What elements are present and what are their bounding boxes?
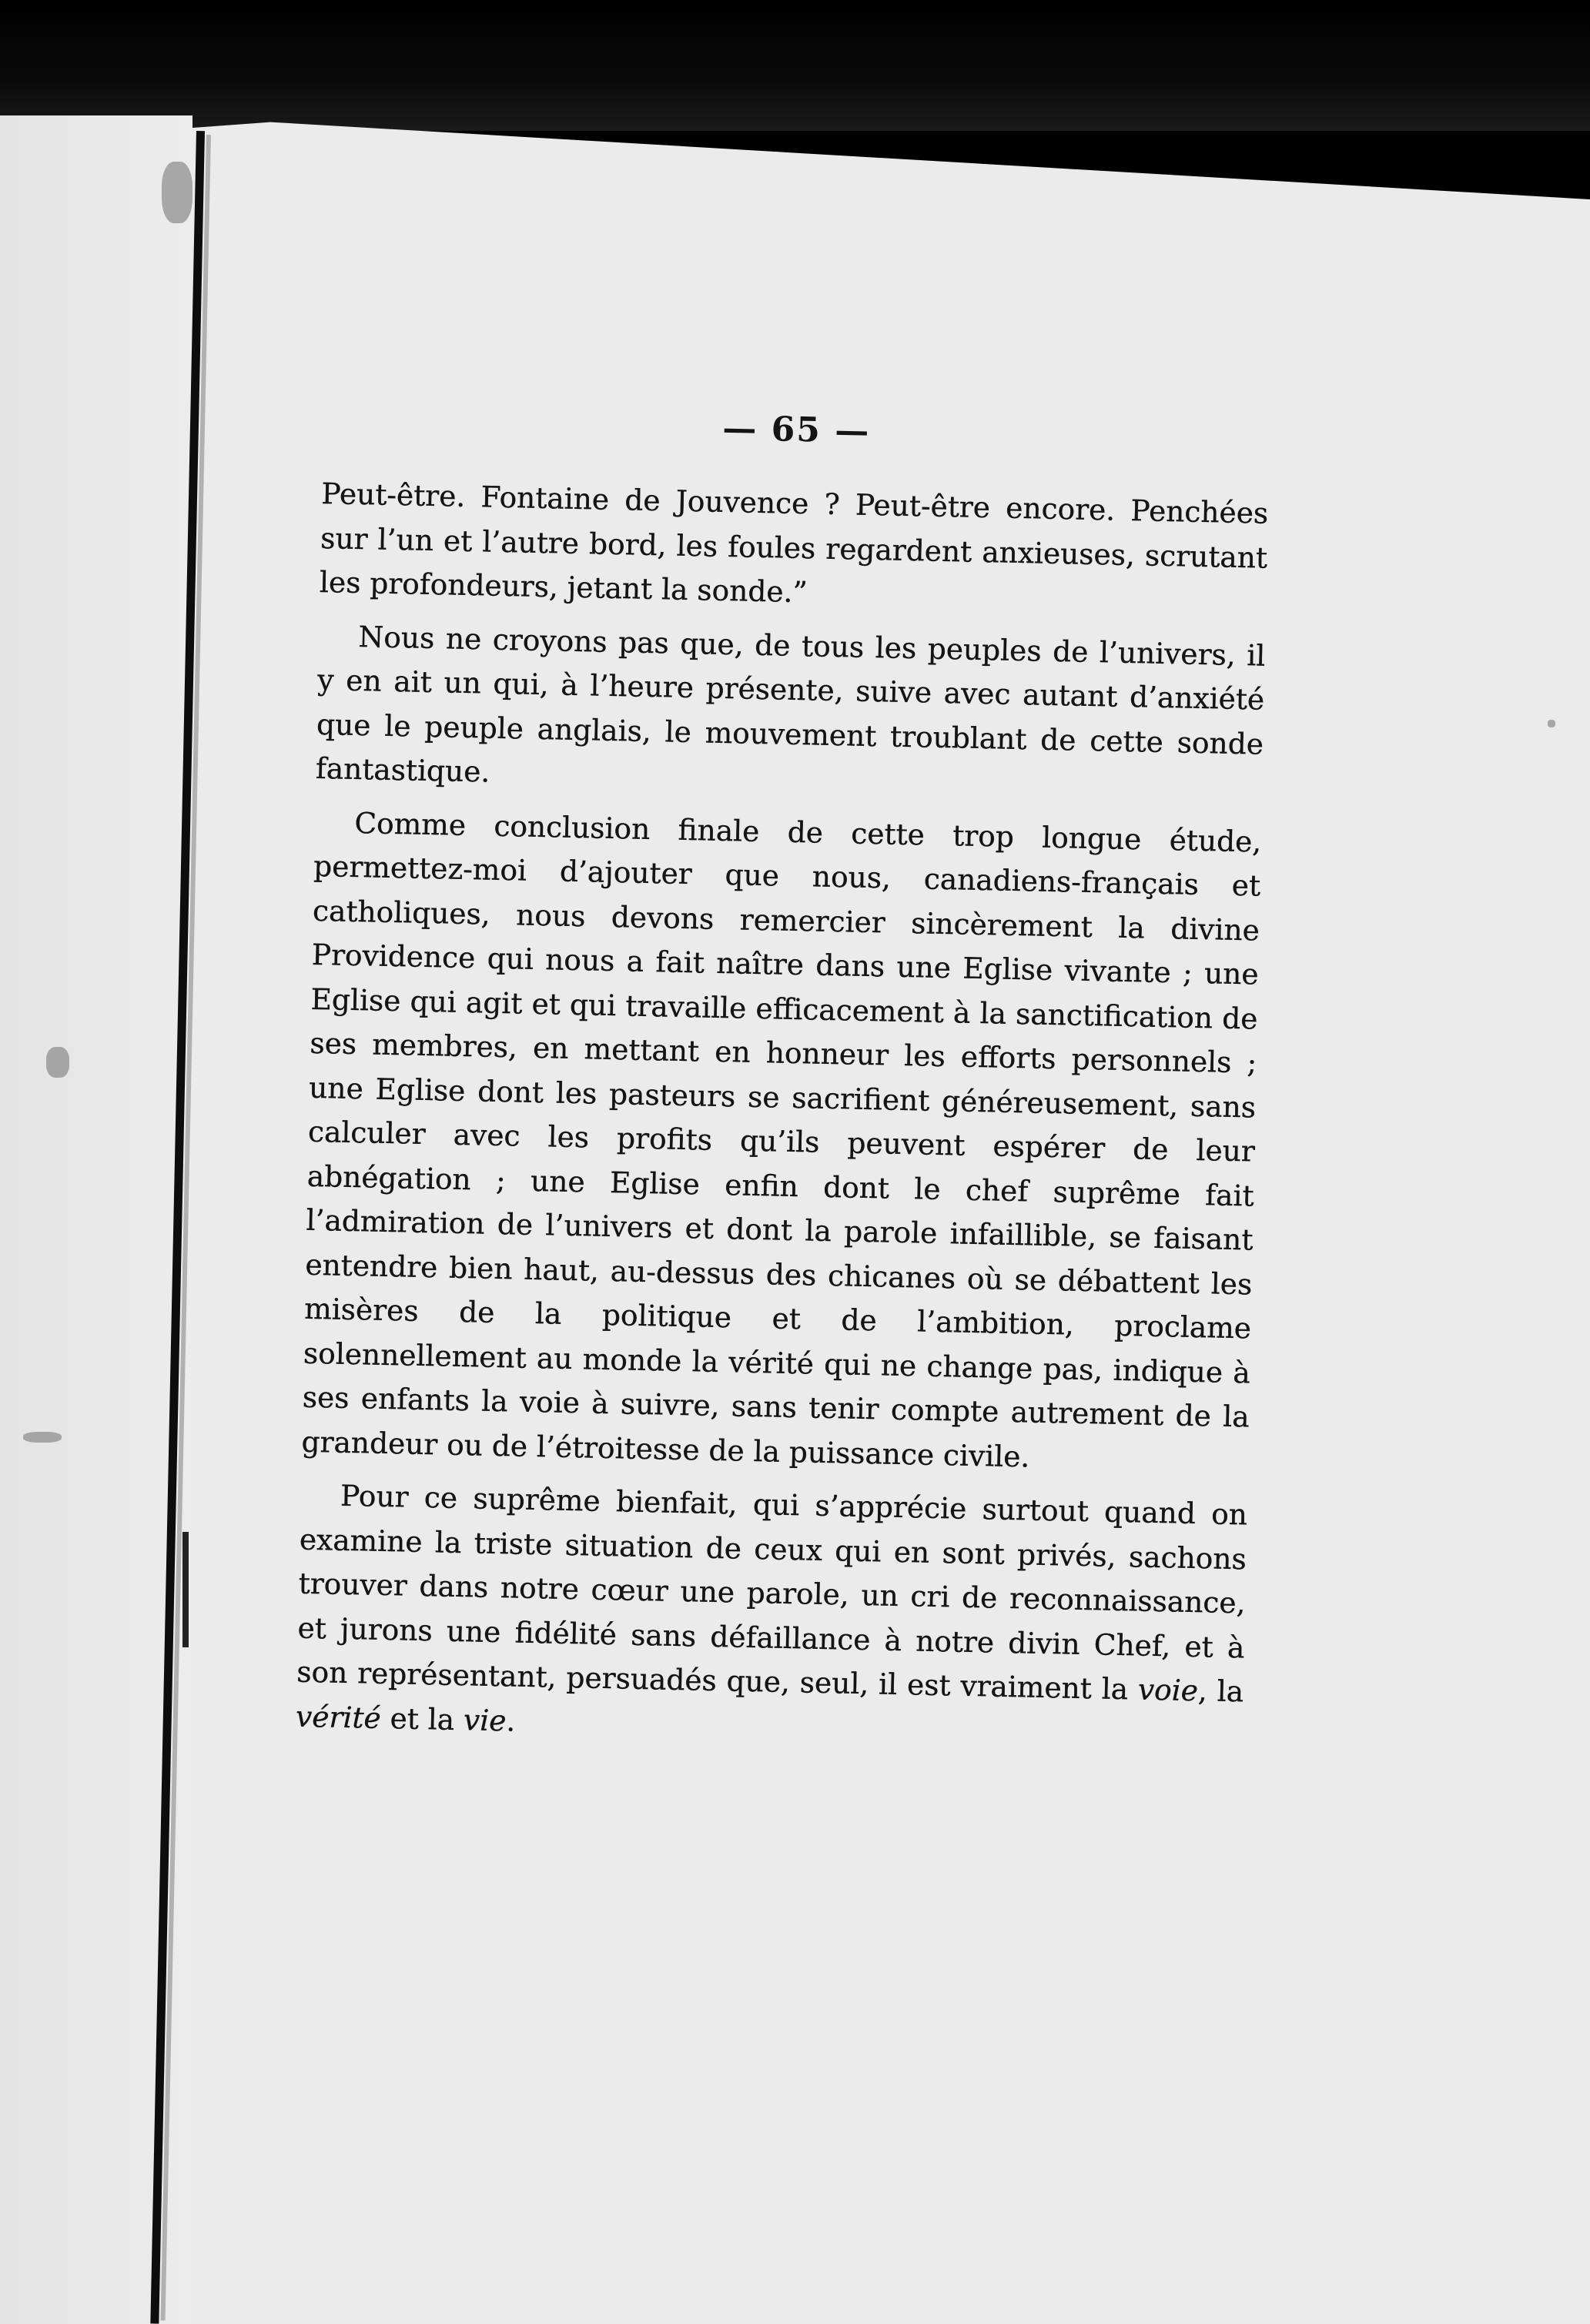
paragraph [296,1473,1248,1759]
italic-text: vie [463,1702,507,1737]
italic-text: vérité [295,1699,382,1735]
scan-speck [1548,720,1555,727]
body-text [296,472,1269,1758]
scan-smudge [46,1047,69,1078]
italic-text: voie [1137,1672,1199,1708]
paragraph [315,614,1266,811]
paragraph [301,800,1262,1483]
paragraph-text: Nous ne croyons pas que, de tous les peuples de l’univers, il y en ait un qui, à l’heure présente, suive avec autant d’anxiété que le peuple anglais, le mouvement troublant de cette sonde fantastique. [315,619,1266,789]
scanner-border [0,0,1590,131]
paragraph [319,472,1268,624]
page-number: — 65 — [721,408,871,451]
paragraph-text: Peut-être. Fontaine de Jouvence ? Peut-être encore. Penchées sur l’un et l’autre bord, les foules regardent anxieuses, scrutant les profondeurs, jetant la sonde.” [319,476,1269,610]
margin-mark [182,1532,189,1647]
scan-smudge [162,162,192,223]
paragraph-text: . [505,1703,516,1738]
text-block [296,400,1270,1758]
paragraph-text: et la [380,1700,464,1737]
paragraph-text: , la [1197,1674,1244,1709]
paragraph-text: Pour ce suprême bienfait, qui s’apprécie surtout quand on examine la triste situation de ceux qui en sont privés, sachons trouver dans notre cœur une parole, un cri de reconnaissance, et jurons une fidélité sans défaillance à notre divin Chef, et à son représentant, persuadés que, seul, il est vraiment la [296,1478,1248,1707]
scan-smudge [23,1432,62,1443]
paragraph-text: Comme conclusion finale de cette trop longue étude, permettez-moi d’ajouter que nous, canadiens-français et catholiques, nous devons remercier sincèrement la divine Providence qui nous a fait naître dans une Eglise vivante ; une Eglise qui agit et qui travaille efficacement à la sanctification de ses membres, en mettant en honneur les efforts personnels ; une Eglise dont les pasteurs se sacrifient généreusement, sans calculer avec les profits qu’ils peuvent espérer de leur abnégation ; une Eglise enfin dont le chef suprême fait l’admiration de l’univers et dont la parole infaillible, se faisant entendre bien haut, au-dessus des chicanes où se débattent les misères de la politique et de l’ambition, proclame solennellement au monde la vérité qui ne change pas, indique à ses enfants la voie à suivre, sans tenir compte autrement de la grandeur ou de l’étroitesse de la puissance civile. [301,805,1262,1474]
